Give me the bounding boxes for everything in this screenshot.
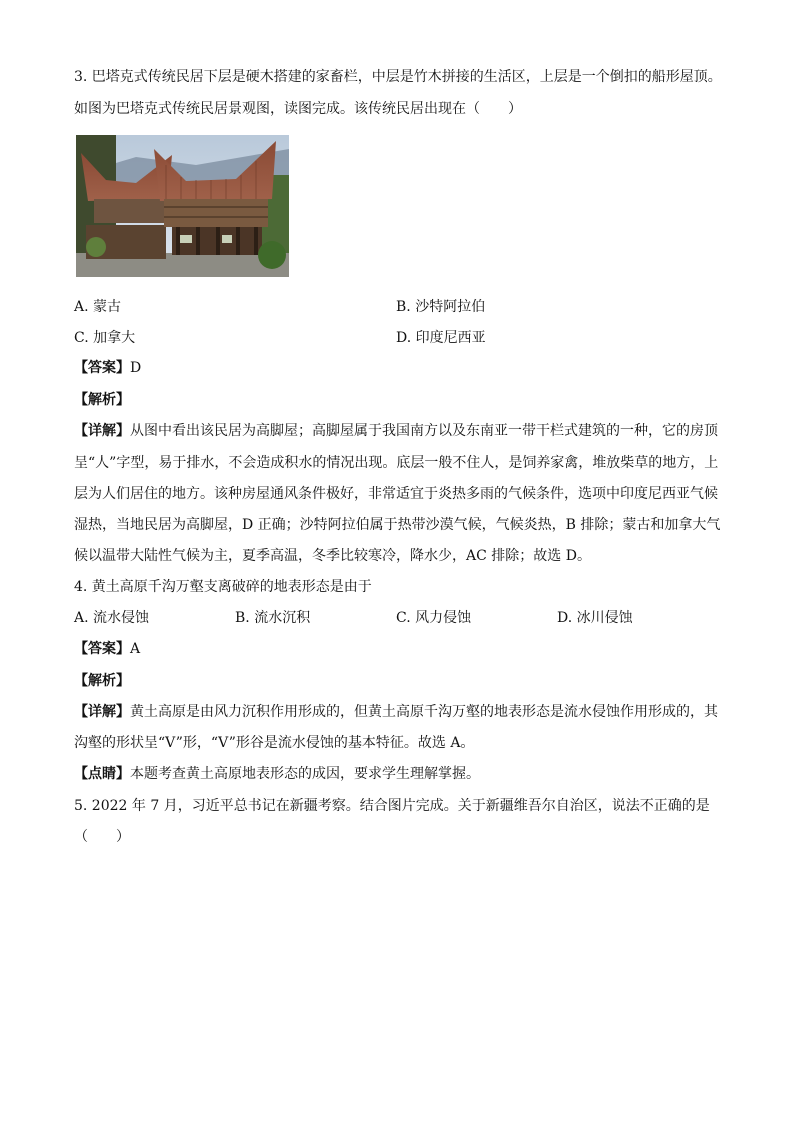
q4-note	[74, 765, 480, 783]
q4-option-a: A. 流水侵蚀	[74, 610, 150, 626]
q5-stem-line2: （ ）	[74, 829, 130, 845]
batak-house-illustration	[76, 135, 289, 277]
q3-detail-line1	[74, 422, 718, 440]
q3-stem-line2: 如图为巴塔克式传统民居景观图，读图完成。该传统民居出现在（ ）	[74, 101, 522, 117]
q4-answer-value: A	[130, 641, 141, 657]
q3-option-c: C. 加拿大	[74, 330, 136, 346]
q3-detail-line4: 湿热，当地民居为高脚屋，D 正确；沙特阿拉伯属于热带沙漠气候，气候炎热，B 排除；蒙古和加拿大气	[74, 517, 721, 533]
q4-stem: 4. 黄土高原千沟万壑支离破碎的地表形态是由于	[74, 579, 372, 595]
q3-analysis-tag: 【解析】	[74, 392, 130, 408]
q4-option-b: B. 流水沉积	[235, 610, 311, 626]
q3-option-a: A. 蒙古	[74, 299, 122, 315]
q3-detail-tag: 【详解】	[74, 423, 130, 439]
q4-option-c: C. 风力侵蚀	[396, 610, 472, 626]
q4-detail-text1: 黄土高原是由风力沉积作用形成的，但黄土高原千沟万壑的地表形态是流水侵蚀作用形成的，其	[130, 704, 718, 720]
q4-answer	[74, 640, 140, 658]
q4-detail-line1	[74, 703, 718, 721]
q4-note-tag: 【点睛】	[74, 766, 130, 782]
q3-detail-line3: 层为人们居住的地方。该种房屋通风条件极好，非常适宜于炎热多雨的气候条件，选项中印度尼西亚气候	[74, 486, 718, 502]
q5-stem-line1: 5. 2022 年 7 月，习近平总书记在新疆考察。结合图片完成。关于新疆维吾尔自治区，说法不正确的是	[74, 798, 710, 814]
q3-detail-text1: 从图中看出该民居为高脚屋；高脚屋属于我国南方以及东南亚一带干栏式建筑的一种，它的房顶	[130, 423, 718, 439]
q4-option-d: D. 冰川侵蚀	[557, 610, 633, 626]
q3-detail-line5: 候以温带大陆性气候为主，夏季高温，冬季比较寒冷，降水少，AC 排除；故选 D。	[74, 548, 591, 564]
q3-stem-line1: 3. 巴塔克式传统民居下层是硬木搭建的家畜栏，中层是竹木拼接的生活区，上层是一个倒扣的船形屋顶。	[74, 69, 722, 85]
q3-option-b: B. 沙特阿拉伯	[396, 299, 486, 315]
q4-analysis-tag: 【解析】	[74, 673, 130, 689]
q3-answer-tag: 【答案】	[74, 360, 130, 376]
batak-house-photo	[76, 135, 289, 277]
q3-answer-value: D	[130, 360, 142, 376]
q4-detail-tag: 【详解】	[74, 704, 130, 720]
q3-detail-line2: 呈“人”字型，易于排水，不会造成积水的情况出现。底层一般不住人，是饲养家禽，堆放柴草的地方，上	[74, 455, 719, 471]
q3-answer	[74, 359, 141, 377]
q4-note-text: 本题考查黄土高原地表形态的成因，要求学生理解掌握。	[130, 766, 480, 782]
q3-option-d: D. 印度尼西亚	[396, 330, 486, 346]
q4-detail-line2: 沟壑的形状呈“V”形，“V”形谷是流水侵蚀的基本特征。故选 A。	[74, 735, 475, 751]
q4-answer-tag: 【答案】	[74, 641, 130, 657]
